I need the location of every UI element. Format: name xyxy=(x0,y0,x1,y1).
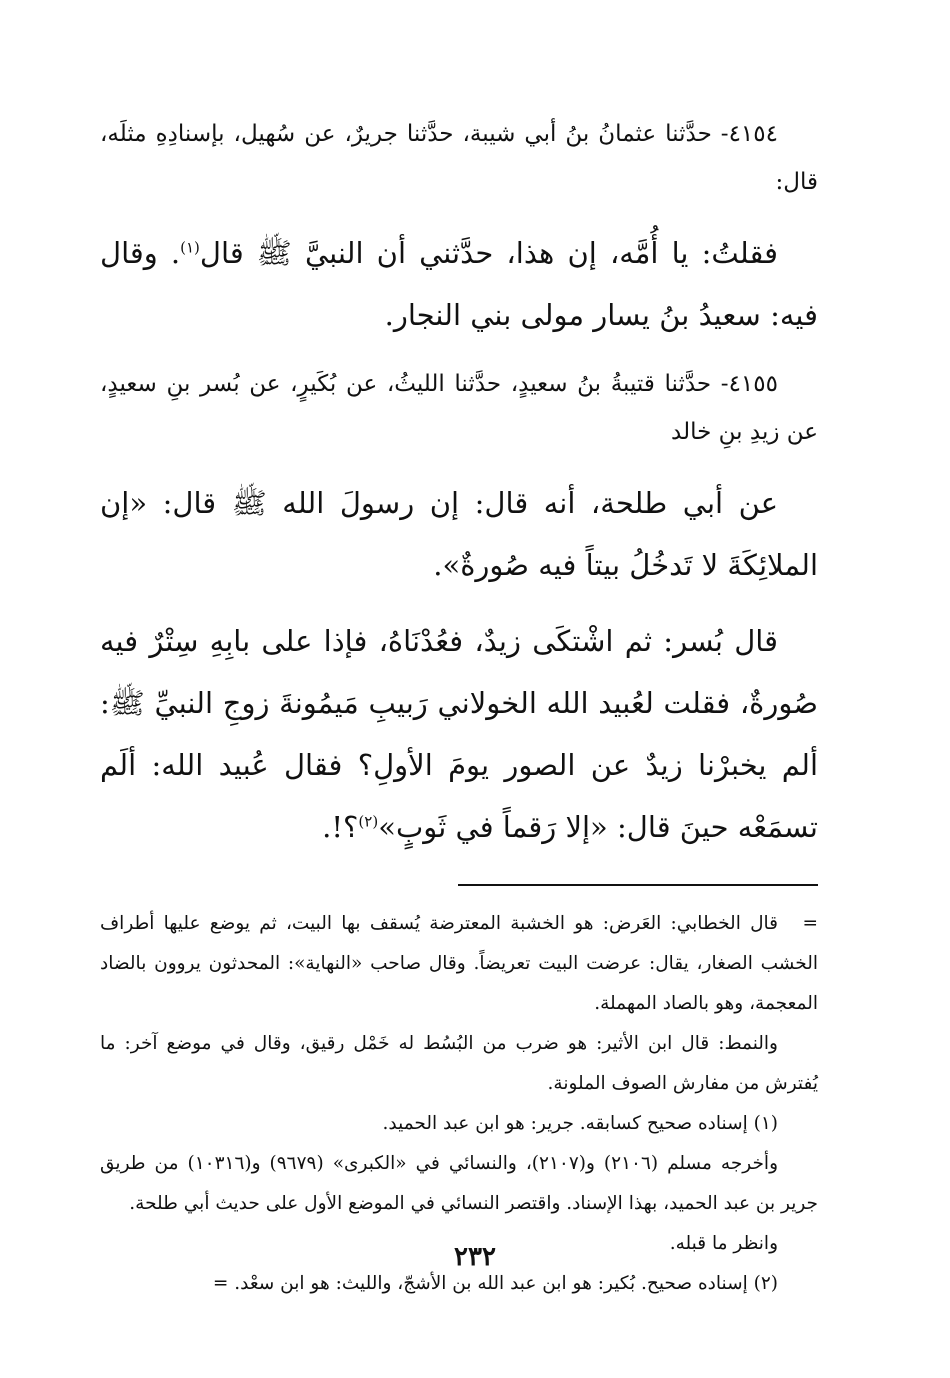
footnote-divider xyxy=(458,884,818,886)
footnote-1-takhrij: وأخرجه مسلم (٢١٠٦) و(٢١٠٧)، والنسائي في «الكبرى» (٩٦٧٩) و(١٠٣١٦) من طريق جرير بن عبد الحميد، بهذا الإسناد. واقتصر النسائي في الموضع الأول على حديث أبي طلحة. xyxy=(100,1153,818,1214)
hadith-4154-matn-text: فقلتُ: يا أُمَّه، إن هذا، حدَّثني أن النبيَّ ﷺ قال xyxy=(199,236,778,270)
footnote-namat: والنمط: قال ابن الأثير: هو ضرب من البُسُط له خَمْل رقيق، وقال في موضع آخر: ما يُفترش من مفارش الصوف الملونة. xyxy=(100,1033,818,1094)
hadith-4154-matn xyxy=(100,222,818,346)
hadith-4155-matn: عن أبي طلحة، أنه قال: إن رسولَ الله ﷺ قال: «إن الملائِكَةَ لا تَدخُلُ بيتاً فيه صُورةٌ». xyxy=(100,486,818,582)
footnote-2: (٢) إسناده صحيح. بُكير: هو ابن عبد الله بن الأشجّ، والليث: هو ابن سعْد. = xyxy=(212,1273,778,1294)
footnote-1: (١) إسناده صحيح كسابقه. جرير: هو ابن عبد الحميد. xyxy=(382,1113,778,1134)
footnote-ref-2: (٢) xyxy=(358,812,379,831)
hadith-4154-isnad: ٤١٥٤- حدَّثنا عثمانُ بنُ أبي شيبة، حدَّثنا جريرٌ، عن سُهيل، بإسنادِهِ مثلَه، قال: xyxy=(100,121,818,195)
footnote-khattabi-text: قال الخطابي: العَرض: هو الخشبة المعترضة يُسقف بها البيت، ثم يوضع عليها أطراف الخشب الصغار، يقال: عرضت البيت تعريضاً. وقال صاحب «النهاية»: المحدثون يروون بالضاد المعجمة، وهو بالصاد المهملة. xyxy=(100,913,818,1014)
bisr-narration-text: قال بُسر: ثم اشْتكَى زيدٌ، فعُدْنَاهُ، فإذا على بابِهِ سِتْرٌ فيه صُورةٌ، فقلت لعُبيد الله الخولاني رَبيبِ مَيمُونةَ زوجِ النبيِّ ﷺ: ألم يخبرْنا زيدٌ عن الصور يومَ الأولِ؟ فقال عُبيد الله: ألَم تسمَعْه حينَ قال: «إلا رَقماً في ثَوبٍ» xyxy=(100,624,818,844)
page-number: ٢٣٢ xyxy=(454,1242,496,1272)
footnote-khattabi xyxy=(100,904,818,1024)
bisr-narration-end: ؟!. xyxy=(322,810,359,844)
continuation-mark: = xyxy=(802,913,818,934)
footnote-1-see-also: وانظر ما قبله. xyxy=(669,1233,778,1254)
hadith-4155-isnad: ٤١٥٥- حدَّثنا قتيبةُ بنُ سعيدٍ، حدَّثنا الليثُ، عن بُكَيرٍ، عن بُسر بنِ سعيدٍ، عن زيدِ بنِ خالد xyxy=(100,371,818,445)
hadith-4155-bisr-narration xyxy=(100,610,818,858)
hadith-4154-matn-text-end: . وقال فيه: سعيدُ بنُ يسار مولى بني النجار. xyxy=(100,236,818,332)
footnote-ref-1: (١) xyxy=(180,238,200,257)
